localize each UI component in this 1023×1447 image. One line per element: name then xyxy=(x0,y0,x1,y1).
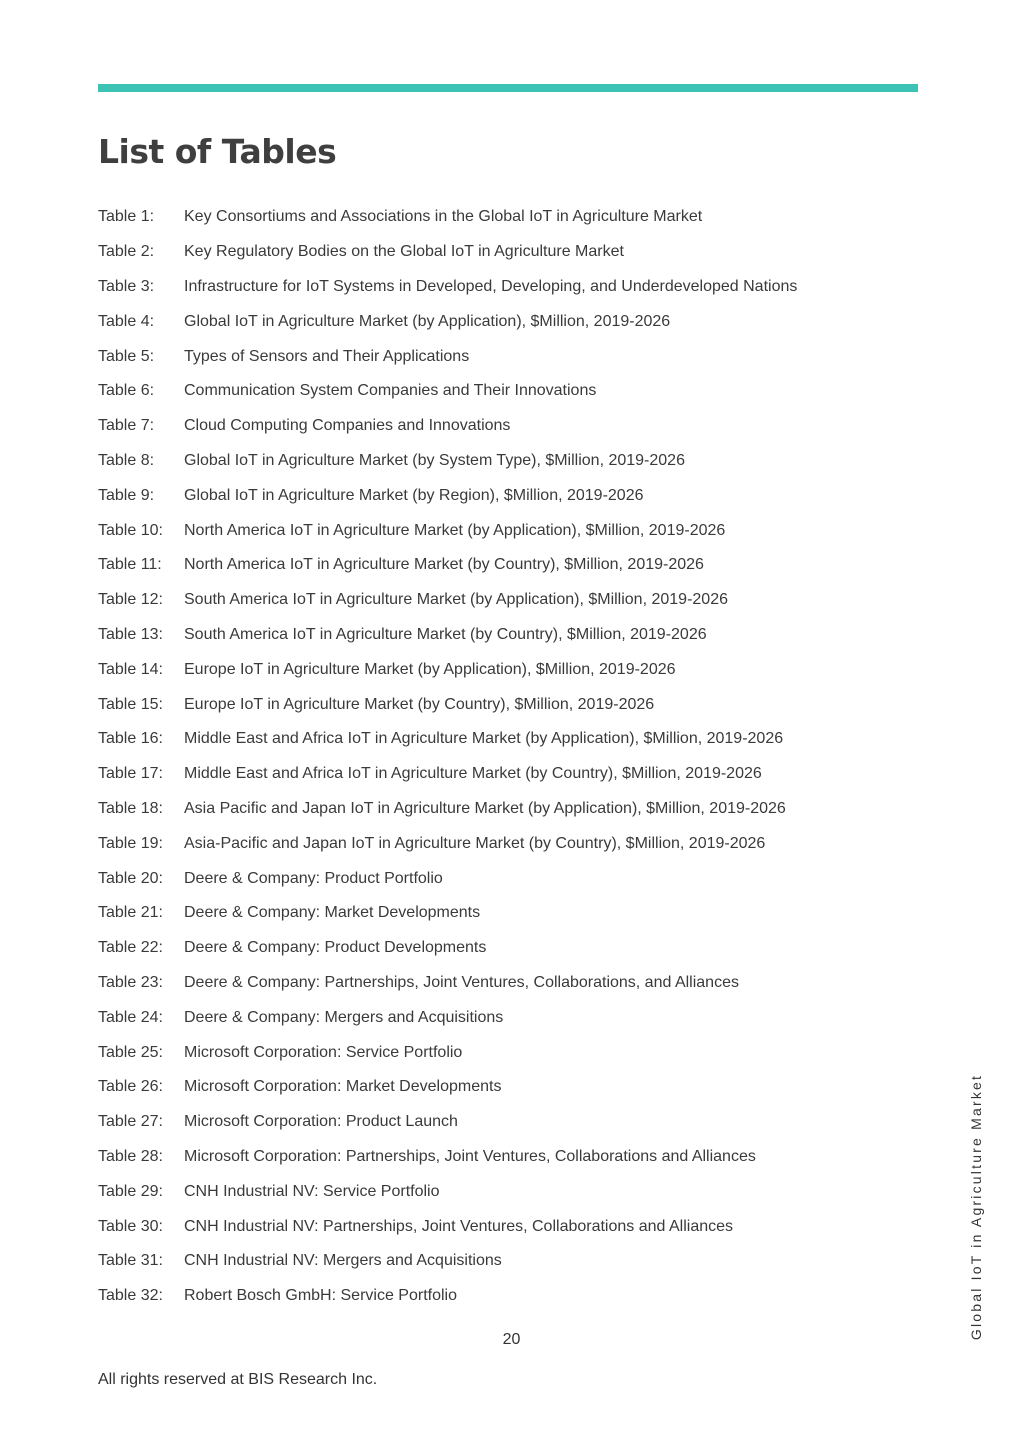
list-of-tables xyxy=(98,200,918,1314)
toc-entry-10 xyxy=(98,513,918,548)
table-title: Global IoT in Agriculture Market (by Region), $Million, 2019-2026 xyxy=(184,486,644,504)
table-title: South America IoT in Agriculture Market (by Country), $Million, 2019-2026 xyxy=(184,625,707,643)
table-number: Table 8: xyxy=(98,451,155,469)
table-title: Robert Bosch GmbH: Service Portfolio xyxy=(184,1287,457,1305)
table-title: Microsoft Corporation: Product Launch xyxy=(184,1113,458,1131)
toc-entry-1 xyxy=(98,200,918,235)
table-title: Deere & Company: Partnerships, Joint Ventures, Collaborations, and Alliances xyxy=(184,973,739,991)
page-number: 20 xyxy=(502,1331,521,1348)
table-number: Table 2: xyxy=(98,243,155,261)
table-title: Deere & Company: Product Portfolio xyxy=(184,869,443,887)
table-number: Table 25: xyxy=(98,1043,163,1061)
table-title: North America IoT in Agriculture Market (by Application), $Million, 2019-2026 xyxy=(184,521,726,539)
table-number: Table 20: xyxy=(98,869,163,887)
table-number: Table 27: xyxy=(98,1113,163,1131)
table-number: Table 17: xyxy=(98,765,163,783)
toc-entry-8 xyxy=(98,444,918,479)
toc-entry-9 xyxy=(98,478,918,513)
table-number: Table 5: xyxy=(98,347,155,365)
table-title: Deere & Company: Product Developments xyxy=(184,939,487,957)
table-number: Table 4: xyxy=(98,312,155,330)
table-title: Deere & Company: Mergers and Acquisitions xyxy=(184,1008,504,1026)
toc-entry-26 xyxy=(98,1070,918,1105)
table-title: Microsoft Corporation: Service Portfolio xyxy=(184,1043,463,1061)
toc-entry-18 xyxy=(98,792,918,827)
toc-entry-5 xyxy=(98,339,918,374)
table-number: Table 23: xyxy=(98,973,163,991)
table-title: Communication System Companies and Their Innovations xyxy=(184,382,597,400)
table-number: Table 1: xyxy=(98,208,155,226)
table-title: Global IoT in Agriculture Market (by Application), $Million, 2019-2026 xyxy=(184,312,671,330)
toc-entry-7 xyxy=(98,409,918,444)
table-number: Table 11: xyxy=(98,556,162,574)
table-title: South America IoT in Agriculture Market (by Application), $Million, 2019-2026 xyxy=(184,591,728,609)
table-title: Middle East and Africa IoT in Agriculture Market (by Country), $Million, 2019-2026 xyxy=(184,765,762,783)
table-number: Table 10: xyxy=(98,521,163,539)
toc-entry-23 xyxy=(98,966,918,1001)
table-title: Asia Pacific and Japan IoT in Agriculture Market (by Application), $Million, 2019-2026 xyxy=(184,799,786,817)
table-title: Key Regulatory Bodies on the Global IoT in Agriculture Market xyxy=(184,243,624,261)
toc-entry-28 xyxy=(98,1140,918,1175)
toc-entry-2 xyxy=(98,235,918,270)
table-number: Table 24: xyxy=(98,1008,163,1026)
table-number: Table 29: xyxy=(98,1182,163,1200)
toc-entry-22 xyxy=(98,931,918,966)
toc-entry-21 xyxy=(98,896,918,931)
table-title: Global IoT in Agriculture Market (by System Type), $Million, 2019-2026 xyxy=(184,451,685,469)
toc-entry-31 xyxy=(98,1244,918,1279)
table-number: Table 12: xyxy=(98,591,163,609)
table-number: Table 15: xyxy=(98,695,163,713)
toc-entry-24 xyxy=(98,1000,918,1035)
toc-entry-29 xyxy=(98,1174,918,1209)
table-title: Europe IoT in Agriculture Market (by Country), $Million, 2019-2026 xyxy=(184,695,655,713)
table-number: Table 31: xyxy=(98,1252,163,1270)
table-title: Asia-Pacific and Japan IoT in Agriculture Market (by Country), $Million, 2019-2026 xyxy=(184,834,766,852)
toc-entry-30 xyxy=(98,1209,918,1244)
table-number: Table 21: xyxy=(98,904,163,922)
toc-entry-12 xyxy=(98,583,918,618)
table-title: Cloud Computing Companies and Innovations xyxy=(184,417,511,435)
toc-entry-11 xyxy=(98,548,918,583)
toc-entry-15 xyxy=(98,687,918,722)
table-number: Table 30: xyxy=(98,1217,163,1235)
toc-entry-13 xyxy=(98,618,918,653)
table-title: CNH Industrial NV: Service Portfolio xyxy=(184,1182,440,1200)
table-number: Table 28: xyxy=(98,1147,163,1165)
table-number: Table 16: xyxy=(98,730,163,748)
table-title: Microsoft Corporation: Market Developments xyxy=(184,1078,502,1096)
table-title: North America IoT in Agriculture Market (by Country), $Million, 2019-2026 xyxy=(184,556,704,574)
table-number: Table 26: xyxy=(98,1078,163,1096)
table-number: Table 14: xyxy=(98,660,163,678)
table-number: Table 6: xyxy=(98,382,155,400)
table-title: Key Consortiums and Associations in the Global IoT in Agriculture Market xyxy=(184,208,703,226)
page-title: List of Tables xyxy=(98,132,337,171)
header-accent-rule xyxy=(98,84,918,92)
table-title: CNH Industrial NV: Mergers and Acquisitions xyxy=(184,1252,502,1270)
table-number: Table 13: xyxy=(98,625,163,643)
toc-entry-14 xyxy=(98,652,918,687)
footer-copyright: All rights reserved at BIS Research Inc. xyxy=(98,1371,378,1388)
toc-entry-16 xyxy=(98,722,918,757)
table-title: Types of Sensors and Their Applications xyxy=(184,347,470,365)
toc-entry-25 xyxy=(98,1035,918,1070)
side-report-title: Global IoT in Agriculture Market xyxy=(968,1073,984,1341)
table-title: Deere & Company: Market Developments xyxy=(184,904,481,922)
table-number: Table 3: xyxy=(98,277,155,295)
table-title: Infrastructure for IoT Systems in Developed, Developing, and Underdeveloped Nations xyxy=(184,277,798,295)
table-number: Table 19: xyxy=(98,834,163,852)
table-title: Middle East and Africa IoT in Agriculture Market (by Application), $Million, 2019-2026 xyxy=(184,730,784,748)
toc-entry-6 xyxy=(98,374,918,409)
toc-entry-27 xyxy=(98,1105,918,1140)
toc-entry-4 xyxy=(98,304,918,339)
toc-entry-20 xyxy=(98,861,918,896)
table-title: Microsoft Corporation: Partnerships, Joint Ventures, Collaborations and Alliances xyxy=(184,1147,756,1165)
table-number: Table 18: xyxy=(98,799,163,817)
table-number: Table 22: xyxy=(98,939,163,957)
toc-entry-17 xyxy=(98,757,918,792)
table-number: Table 32: xyxy=(98,1287,163,1305)
toc-entry-32 xyxy=(98,1279,918,1314)
table-number: Table 9: xyxy=(98,486,155,504)
toc-entry-3 xyxy=(98,270,918,305)
table-title: Europe IoT in Agriculture Market (by Application), $Million, 2019-2026 xyxy=(184,660,676,678)
table-title: CNH Industrial NV: Partnerships, Joint Ventures, Collaborations and Alliances xyxy=(184,1217,734,1235)
table-number: Table 7: xyxy=(98,417,155,435)
toc-entry-19 xyxy=(98,826,918,861)
